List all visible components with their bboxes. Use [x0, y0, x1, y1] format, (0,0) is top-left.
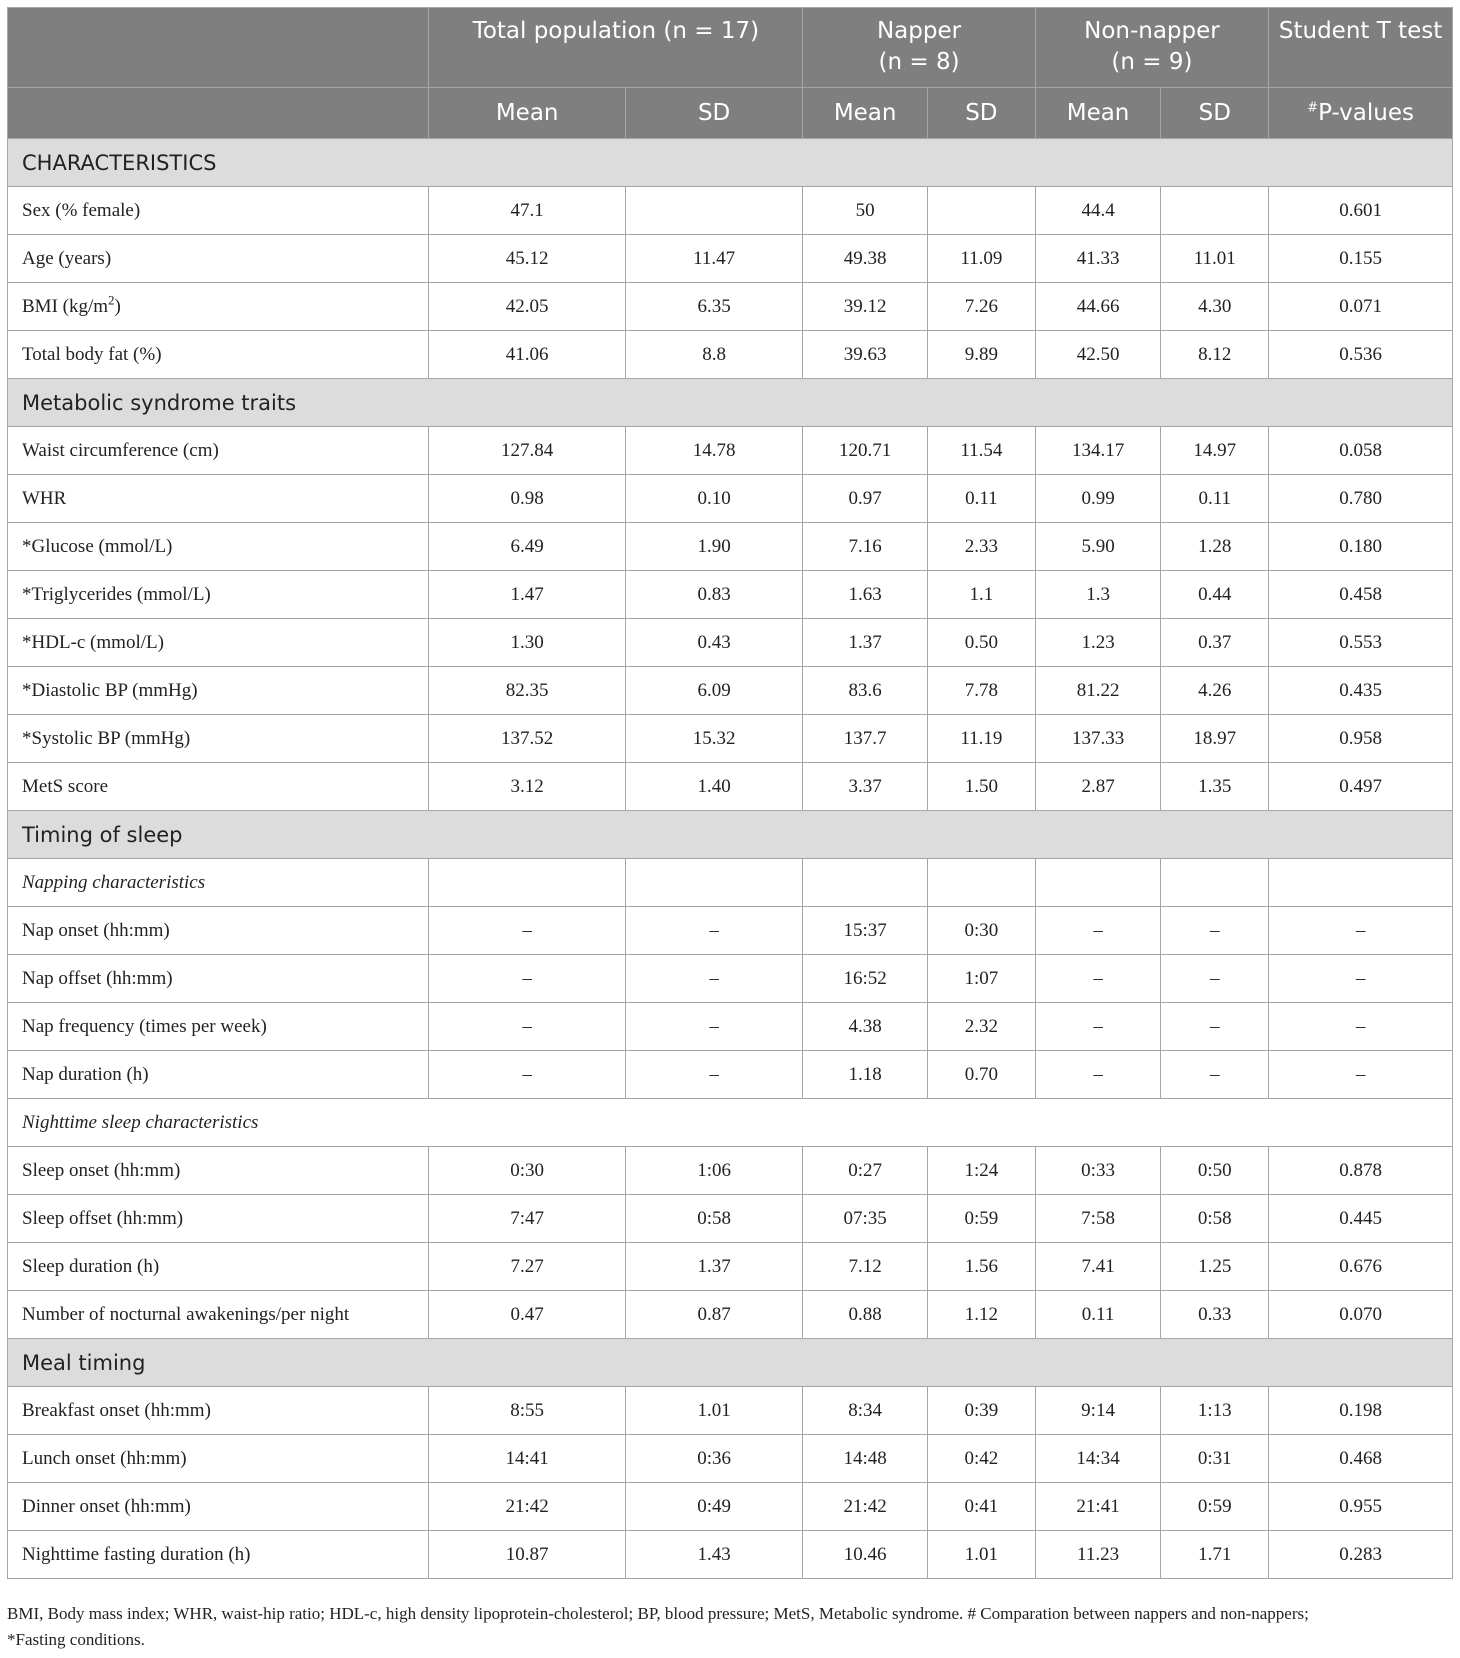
section-title: Timing of sleep [8, 811, 1453, 859]
table-cell: 7.41 [1035, 1243, 1161, 1291]
table-cell: 0.37 [1161, 619, 1269, 667]
table-cell: – [1035, 1003, 1161, 1051]
row-label-superscript: 2 [108, 292, 115, 308]
table-cell: 6.35 [625, 283, 802, 331]
table-cell: 0.87 [625, 1291, 802, 1339]
header-napper [803, 8, 1035, 88]
table-row [8, 1387, 1453, 1435]
row-label [8, 667, 429, 715]
table-cell [1269, 1099, 1453, 1147]
table-cell: 6.09 [625, 667, 802, 715]
table-cell: 4.30 [1161, 283, 1269, 331]
table-cell: 7:47 [429, 1195, 625, 1243]
table-cell: 0.955 [1269, 1483, 1453, 1531]
table-row [8, 1051, 1453, 1099]
table-cell: 1.50 [927, 763, 1035, 811]
table-cell [1161, 1099, 1269, 1147]
table-cell: 0.11 [1035, 1291, 1161, 1339]
table-cell: – [1269, 955, 1453, 1003]
row-label-text: *HDL-c (mmol/L) [22, 631, 164, 653]
table-cell: 15.32 [625, 715, 802, 763]
pvalue-label: P-values [1318, 99, 1414, 126]
row-label-text: Age (years) [22, 247, 112, 269]
table-cell: 2.87 [1035, 763, 1161, 811]
table-row [8, 571, 1453, 619]
row-label-text: *Glucose (mmol/L) [22, 535, 173, 557]
table-cell: 0.676 [1269, 1243, 1453, 1291]
table-cell: 41.06 [429, 331, 625, 379]
table-cell: 1.1 [927, 571, 1035, 619]
table-cell: – [1161, 1051, 1269, 1099]
table-cell: 1.23 [1035, 619, 1161, 667]
table-cell: 7.27 [429, 1243, 625, 1291]
table-cell: 1:06 [625, 1147, 802, 1195]
table-cell: 0:27 [803, 1147, 928, 1195]
row-label-text: Breakfast onset (hh:mm) [22, 1399, 211, 1421]
table-cell: – [1269, 1003, 1453, 1051]
table-cell: 8.8 [625, 331, 802, 379]
table-row [8, 475, 1453, 523]
row-label-text: MetS score [22, 775, 109, 797]
table-cell: 0.958 [1269, 715, 1453, 763]
row-label [8, 1291, 429, 1339]
table-cell: 1.43 [625, 1531, 802, 1579]
table-cell: 0:50 [1161, 1147, 1269, 1195]
table-cell: 8:34 [803, 1387, 928, 1435]
table-cell: – [1035, 1051, 1161, 1099]
table-cell [1035, 1099, 1161, 1147]
table-row [8, 187, 1453, 235]
table-cell: – [1035, 907, 1161, 955]
table-cell: 0.435 [1269, 667, 1453, 715]
table-cell: – [429, 1003, 625, 1051]
table-cell: 0.198 [1269, 1387, 1453, 1435]
table-cell: 0.47 [429, 1291, 625, 1339]
footnote-abbreviations: BMI, Body mass index; WHR, waist-hip ratio; HDL-c, high density lipoprotein-cholesterol; BP, blood pressure; MetS, Metabolic syndrome. # Comparation between nappers and non-nappers; [7, 1604, 1309, 1623]
header-total-population [429, 8, 803, 88]
table-row [8, 907, 1453, 955]
row-label [8, 1003, 429, 1051]
table-cell: 0:30 [927, 907, 1035, 955]
table-cell: 9:14 [1035, 1387, 1161, 1435]
section-row [8, 139, 1453, 187]
table-cell: 134.17 [1035, 427, 1161, 475]
table-cell: – [1161, 1003, 1269, 1051]
subheader-napper-sd: SD [927, 88, 1035, 139]
table-cell: 44.4 [1035, 187, 1161, 235]
row-label-text: Napping characteristics [22, 871, 206, 893]
table-cell: 0.070 [1269, 1291, 1453, 1339]
table-cell: 1:24 [927, 1147, 1035, 1195]
subgroup-row [8, 859, 1453, 907]
header-non-napper-line2: (n = 9) [1111, 49, 1193, 75]
table-row [8, 1531, 1453, 1579]
table-cell: 3.37 [803, 763, 928, 811]
table-header [8, 8, 1453, 139]
row-label [8, 1531, 429, 1579]
table-cell: 5.90 [1035, 523, 1161, 571]
table-row [8, 715, 1453, 763]
table-cell: 11.01 [1161, 235, 1269, 283]
table-cell: 7.26 [927, 283, 1035, 331]
table-cell: 4.38 [803, 1003, 928, 1051]
table-cell: 0.445 [1269, 1195, 1453, 1243]
table-cell: 11.54 [927, 427, 1035, 475]
row-label [8, 235, 429, 283]
table-cell: 0.11 [927, 475, 1035, 523]
row-label [8, 331, 429, 379]
table-cell: 0.97 [803, 475, 928, 523]
subheader-non-napper-mean: Mean [1035, 88, 1161, 139]
row-label-text: Number of nocturnal awakenings/per night [22, 1303, 350, 1325]
table-cell: 8:55 [429, 1387, 625, 1435]
row-label [8, 715, 429, 763]
table-cell: – [1035, 955, 1161, 1003]
table-cell: 1.25 [1161, 1243, 1269, 1291]
section-title: CHARACTERISTICS [8, 139, 1453, 187]
row-label [8, 859, 429, 907]
row-label-text: BMI (kg/m [22, 295, 109, 317]
table-cell: 1.18 [803, 1051, 928, 1099]
table-cell: 21:42 [429, 1483, 625, 1531]
table-cell: 39.63 [803, 331, 928, 379]
table-cell [1269, 859, 1453, 907]
row-label-text: Nap duration (h) [22, 1063, 149, 1085]
table-cell: 0.553 [1269, 619, 1453, 667]
table-cell: 1.71 [1161, 1531, 1269, 1579]
row-label-text: Total body fat (%) [22, 343, 162, 365]
table-cell: 0.43 [625, 619, 802, 667]
table-cell: 2.32 [927, 1003, 1035, 1051]
row-label [8, 1387, 429, 1435]
table-cell: 82.35 [429, 667, 625, 715]
row-label [8, 283, 429, 331]
table-body [8, 139, 1453, 1579]
row-label [8, 1195, 429, 1243]
table-cell [625, 1099, 802, 1147]
table-cell: 1.30 [429, 619, 625, 667]
row-label-text: Nighttime fasting duration (h) [22, 1543, 251, 1565]
table-cell: 8.12 [1161, 331, 1269, 379]
table-cell: 0.536 [1269, 331, 1453, 379]
table-cell: 0.468 [1269, 1435, 1453, 1483]
row-label-text: Dinner onset (hh:mm) [22, 1495, 191, 1517]
table-cell: 0.44 [1161, 571, 1269, 619]
row-label-text: Lunch onset (hh:mm) [22, 1447, 187, 1469]
table-cell: 1.3 [1035, 571, 1161, 619]
subheader-non-napper-sd: SD [1161, 88, 1269, 139]
table-cell: 137.52 [429, 715, 625, 763]
table-row [8, 763, 1453, 811]
table-cell: – [429, 907, 625, 955]
header-non-napper-line1: Non-napper [1084, 18, 1220, 44]
subheader-napper-mean: Mean [803, 88, 928, 139]
footnote [7, 1601, 1453, 1653]
table-cell: 9.89 [927, 331, 1035, 379]
row-label-text: Sex (% female) [22, 199, 141, 221]
table-cell: – [429, 1051, 625, 1099]
table-cell: 83.6 [803, 667, 928, 715]
table-cell: – [1269, 1051, 1453, 1099]
table-cell: 0.180 [1269, 523, 1453, 571]
table-cell: 50 [803, 187, 928, 235]
table-cell: 2.33 [927, 523, 1035, 571]
header-ttest-line1: Student T test [1278, 18, 1443, 44]
table-cell: 0.83 [625, 571, 802, 619]
row-label-text: Sleep offset (hh:mm) [22, 1207, 184, 1229]
row-label [8, 619, 429, 667]
table-row [8, 331, 1453, 379]
table-cell: 11.09 [927, 235, 1035, 283]
table-cell: 0:39 [927, 1387, 1035, 1435]
table-row [8, 667, 1453, 715]
row-label-text: Sleep onset (hh:mm) [22, 1159, 181, 1181]
table-cell: 0.601 [1269, 187, 1453, 235]
table-cell [927, 1099, 1035, 1147]
table-cell: 7:58 [1035, 1195, 1161, 1243]
header-blank [8, 8, 429, 88]
footnote-fasting: *Fasting conditions. [7, 1630, 145, 1649]
table-cell [1161, 859, 1269, 907]
table-row [8, 1147, 1453, 1195]
row-label [8, 907, 429, 955]
table-cell: 14.97 [1161, 427, 1269, 475]
table-row [8, 1243, 1453, 1291]
table-cell: 0:42 [927, 1435, 1035, 1483]
row-label-end: ) [114, 295, 121, 317]
section-row [8, 1339, 1453, 1387]
row-label [8, 1435, 429, 1483]
subheader-p-values [1269, 88, 1453, 139]
table-cell: 1.01 [625, 1387, 802, 1435]
table-cell: 1.37 [803, 619, 928, 667]
table-cell: 7.12 [803, 1243, 928, 1291]
table-cell: 0.50 [927, 619, 1035, 667]
table-cell: 0.98 [429, 475, 625, 523]
table-cell: 0.497 [1269, 763, 1453, 811]
row-label [8, 571, 429, 619]
table-cell: 1.37 [625, 1243, 802, 1291]
table-row [8, 619, 1453, 667]
table-cell: – [625, 1003, 802, 1051]
table-cell: 10.87 [429, 1531, 625, 1579]
row-label [8, 763, 429, 811]
section-title: Meal timing [8, 1339, 1453, 1387]
table-row [8, 235, 1453, 283]
table-cell [625, 187, 802, 235]
table-cell: 21:41 [1035, 1483, 1161, 1531]
row-label [8, 427, 429, 475]
table-cell [803, 1099, 928, 1147]
table-cell: 14.78 [625, 427, 802, 475]
table-cell: 127.84 [429, 427, 625, 475]
table-cell: 14:41 [429, 1435, 625, 1483]
table-cell: 1.63 [803, 571, 928, 619]
table-cell: 0.780 [1269, 475, 1453, 523]
table-cell: 0.99 [1035, 475, 1161, 523]
table-row [8, 283, 1453, 331]
table-cell: 0:31 [1161, 1435, 1269, 1483]
table-cell: 49.38 [803, 235, 928, 283]
table-cell: 11.47 [625, 235, 802, 283]
row-label [8, 1243, 429, 1291]
table-cell: 0:58 [625, 1195, 802, 1243]
row-label-text: WHR [22, 487, 67, 509]
pvalue-marker: # [1307, 99, 1319, 115]
subheader-blank [8, 88, 429, 139]
table-cell [927, 859, 1035, 907]
table-cell: 0.283 [1269, 1531, 1453, 1579]
table-cell: – [625, 907, 802, 955]
row-label-text: Nighttime sleep characteristics [22, 1111, 259, 1133]
table-cell: 42.50 [1035, 331, 1161, 379]
table-cell: – [625, 955, 802, 1003]
subgroup-row [8, 1099, 1453, 1147]
table-cell [429, 859, 625, 907]
table-cell: 1.90 [625, 523, 802, 571]
table-row [8, 1435, 1453, 1483]
results-table [7, 7, 1453, 1579]
table-cell: 39.12 [803, 283, 928, 331]
table-cell: 0:33 [1035, 1147, 1161, 1195]
row-label [8, 955, 429, 1003]
table-cell: 44.66 [1035, 283, 1161, 331]
table-cell: – [1161, 955, 1269, 1003]
table-cell: 0.878 [1269, 1147, 1453, 1195]
table-cell: 137.7 [803, 715, 928, 763]
table-cell: 1.56 [927, 1243, 1035, 1291]
header-napper-line1: Napper [876, 18, 962, 44]
table-cell: 81.22 [1035, 667, 1161, 715]
table-cell: 0.458 [1269, 571, 1453, 619]
row-label [8, 1483, 429, 1531]
table-cell: 137.33 [1035, 715, 1161, 763]
table-cell: 47.1 [429, 187, 625, 235]
table-cell: 45.12 [429, 235, 625, 283]
table-cell: 3.12 [429, 763, 625, 811]
table-cell: 0.88 [803, 1291, 928, 1339]
table-cell: 21:42 [803, 1483, 928, 1531]
row-label-text: *Triglycerides (mmol/L) [22, 583, 211, 605]
row-label [8, 1051, 429, 1099]
row-label-text: Nap frequency (times per week) [22, 1015, 267, 1037]
row-label-text: *Diastolic BP (mmHg) [22, 679, 198, 701]
table-cell: 1:07 [927, 955, 1035, 1003]
row-label [8, 475, 429, 523]
table-row [8, 523, 1453, 571]
table-cell: 16:52 [803, 955, 928, 1003]
table-cell: – [429, 955, 625, 1003]
table-cell: 0:30 [429, 1147, 625, 1195]
table-row [8, 1003, 1453, 1051]
table-cell: 10.46 [803, 1531, 928, 1579]
table-cell: 0.10 [625, 475, 802, 523]
table-row [8, 955, 1453, 1003]
table-cell [1161, 187, 1269, 235]
table-cell: 0.058 [1269, 427, 1453, 475]
table-cell: 0.071 [1269, 283, 1453, 331]
table-cell [1035, 859, 1161, 907]
table-cell: 0.155 [1269, 235, 1453, 283]
table-cell: – [1269, 907, 1453, 955]
header-student-t-test [1269, 8, 1453, 88]
table-cell: 7.78 [927, 667, 1035, 715]
table-cell: 11.23 [1035, 1531, 1161, 1579]
table-cell: 07:35 [803, 1195, 928, 1243]
table-cell: – [625, 1051, 802, 1099]
row-label [8, 1147, 429, 1195]
subheader-total-mean: Mean [429, 88, 625, 139]
table-row [8, 1291, 1453, 1339]
header-non-napper [1035, 8, 1268, 88]
table-cell: 41.33 [1035, 235, 1161, 283]
header-total-line1: Total population (n = 17) [472, 18, 760, 44]
table-cell: 0:58 [1161, 1195, 1269, 1243]
table-cell: 1.28 [1161, 523, 1269, 571]
table-cell: 1.01 [927, 1531, 1035, 1579]
table-cell: 1:13 [1161, 1387, 1269, 1435]
table-cell: 0:59 [927, 1195, 1035, 1243]
table-cell: 4.26 [1161, 667, 1269, 715]
row-label-text: Waist circumference (cm) [22, 439, 219, 461]
table-row [8, 1483, 1453, 1531]
table-cell [429, 1099, 625, 1147]
table-cell: 6.49 [429, 523, 625, 571]
table-cell: 0.33 [1161, 1291, 1269, 1339]
table-cell: – [1161, 907, 1269, 955]
table-cell: 7.16 [803, 523, 928, 571]
table-cell: 11.19 [927, 715, 1035, 763]
table-cell [803, 859, 928, 907]
table-cell: 0.70 [927, 1051, 1035, 1099]
row-label [8, 187, 429, 235]
table-cell: 1.40 [625, 763, 802, 811]
table-cell: 42.05 [429, 283, 625, 331]
row-label-text: Nap onset (hh:mm) [22, 919, 170, 941]
table-row [8, 1195, 1453, 1243]
table-cell: 120.71 [803, 427, 928, 475]
table-cell [927, 187, 1035, 235]
table-cell: 1.12 [927, 1291, 1035, 1339]
table-cell: 14:48 [803, 1435, 928, 1483]
row-label-text: Sleep duration (h) [22, 1255, 160, 1277]
table-cell: 0:36 [625, 1435, 802, 1483]
table-cell: 14:34 [1035, 1435, 1161, 1483]
table-cell: 0.11 [1161, 475, 1269, 523]
table-cell: 0:41 [927, 1483, 1035, 1531]
header-napper-line2: (n = 8) [878, 49, 960, 75]
table-cell: 1.35 [1161, 763, 1269, 811]
row-label-text: *Systolic BP (mmHg) [22, 727, 191, 749]
table-cell: 0:59 [1161, 1483, 1269, 1531]
subheader-total-sd: SD [625, 88, 802, 139]
table-row [8, 427, 1453, 475]
row-label [8, 523, 429, 571]
table-cell: 0:49 [625, 1483, 802, 1531]
row-label [8, 1099, 429, 1147]
table-cell: 15:37 [803, 907, 928, 955]
section-row [8, 379, 1453, 427]
table-cell: 1.47 [429, 571, 625, 619]
section-title: Metabolic syndrome traits [8, 379, 1453, 427]
section-row [8, 811, 1453, 859]
table-cell: 18.97 [1161, 715, 1269, 763]
table-cell [625, 859, 802, 907]
row-label-text: Nap offset (hh:mm) [22, 967, 173, 989]
